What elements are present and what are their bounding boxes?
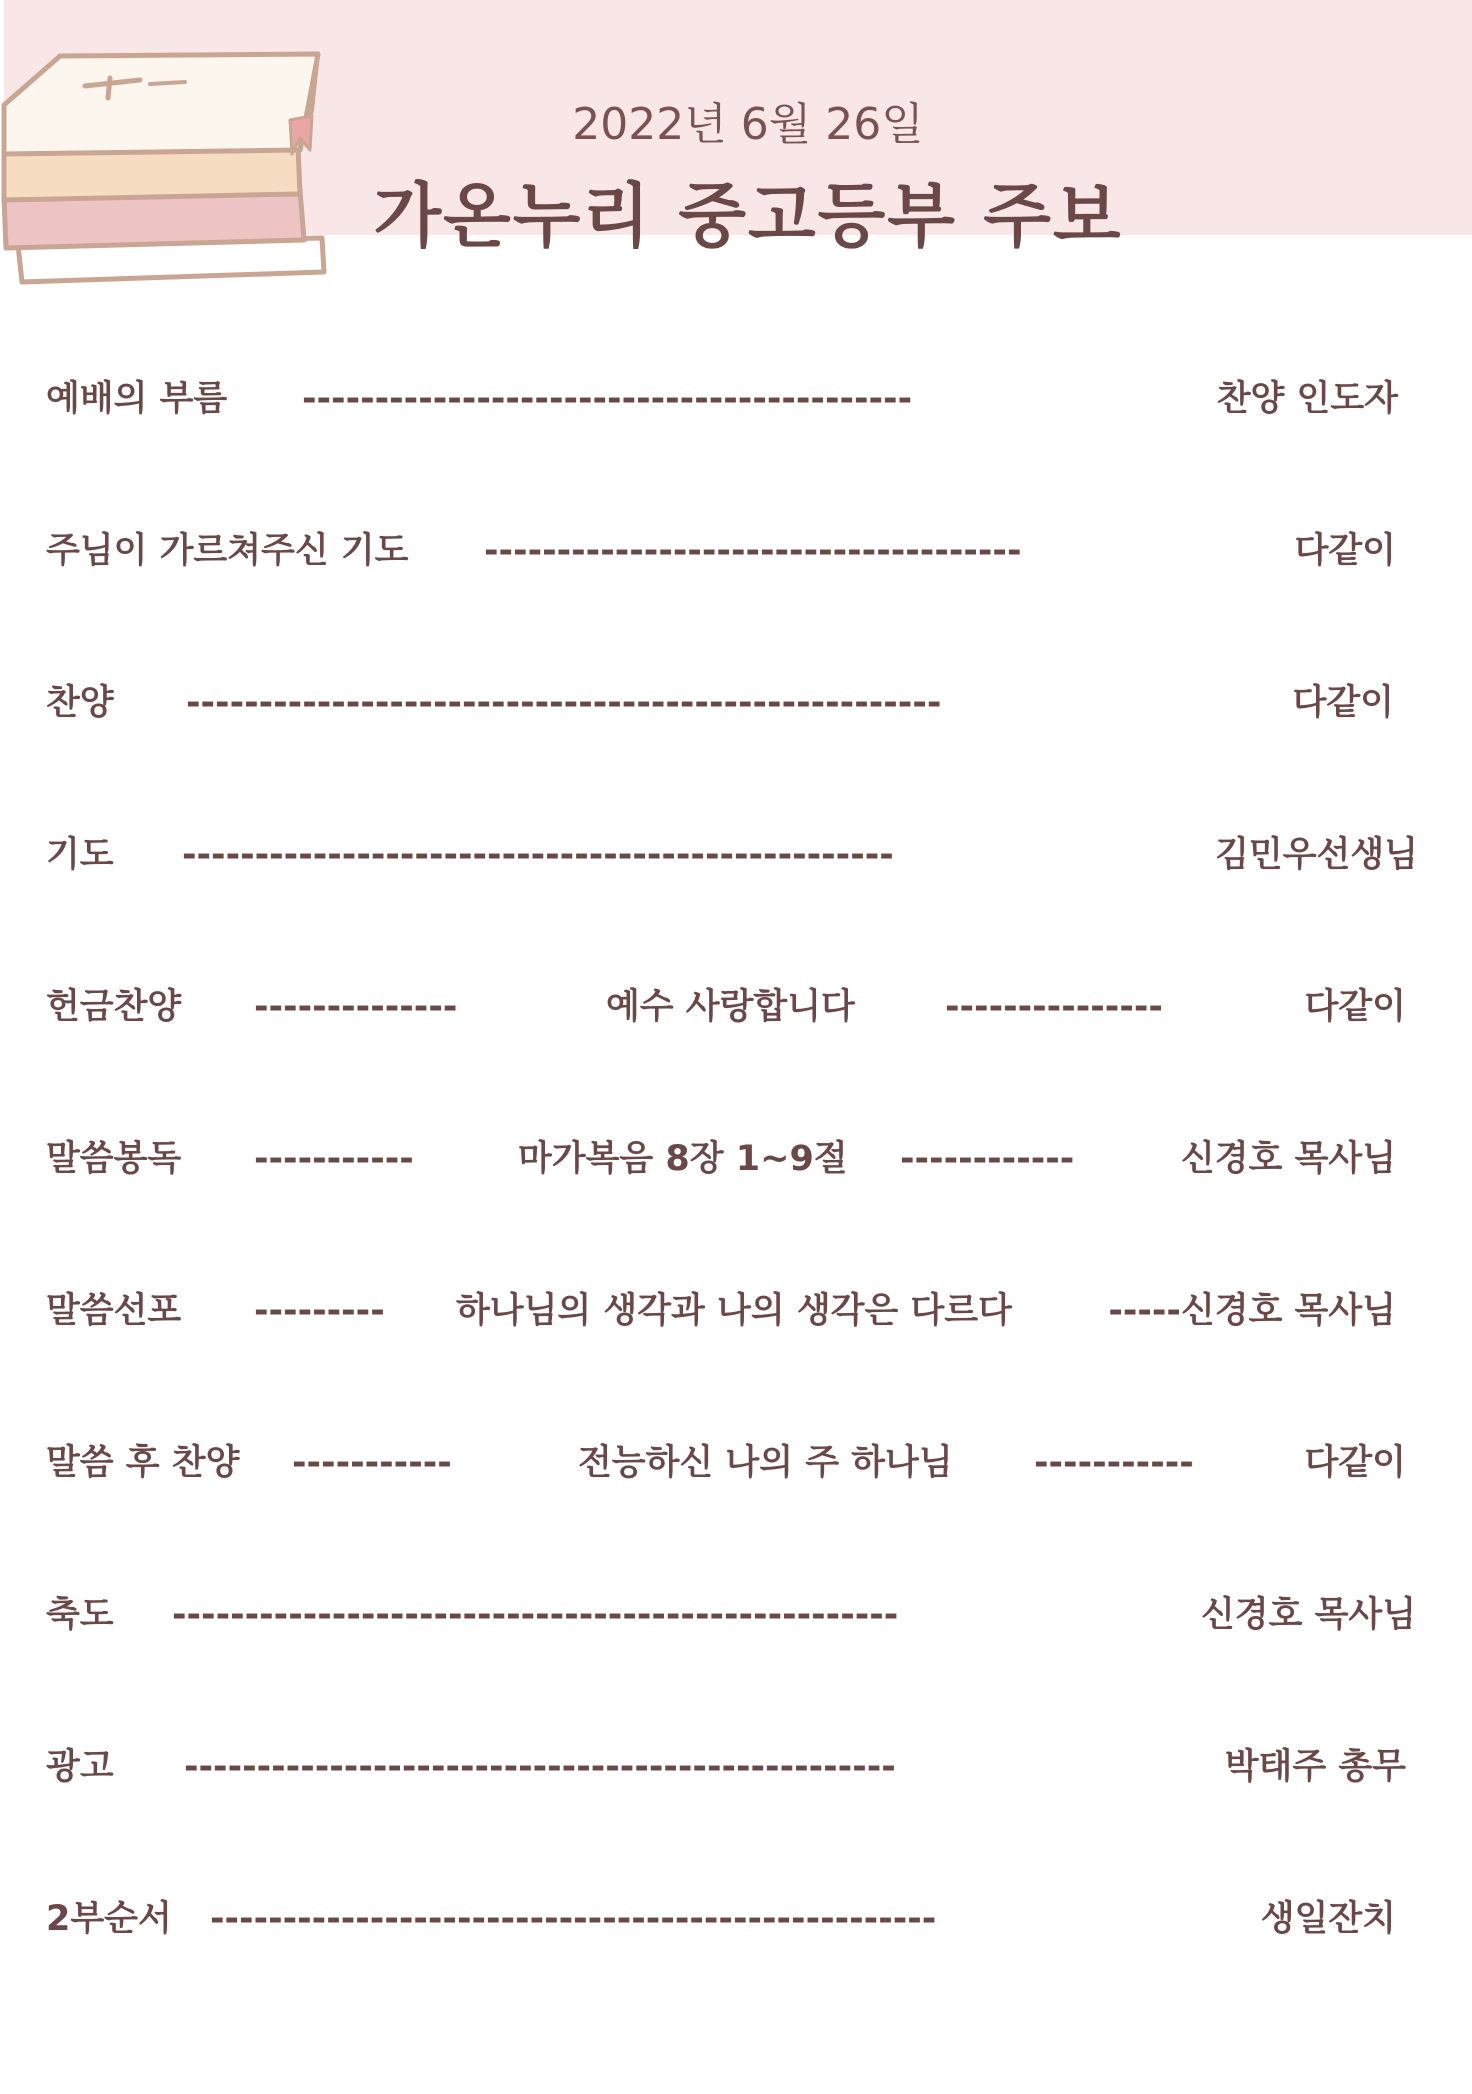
order-item-praise <box>0 673 1472 733</box>
bulletin-title: 가온누리 중고등부 주보 <box>373 175 1123 257</box>
item-label: 주님이 가르쳐주신 기도 <box>46 531 409 571</box>
dash-leader: -------------------------------------------------- <box>172 1595 899 1635</box>
order-item-sermon <box>0 1281 1472 1341</box>
item-leader: -----신경호 목사님 <box>1108 1291 1396 1331</box>
item-leader: 찬양 인도자 <box>1216 379 1398 419</box>
item-leader: 다같이 <box>1304 1443 1406 1483</box>
dash-leader: ------------ <box>900 1139 1075 1179</box>
item-leader: 다같이 <box>1304 987 1406 1027</box>
item-leader: 다같이 <box>1292 683 1394 723</box>
item-detail: 하나님의 생각과 나의 생각은 다르다 <box>456 1291 1012 1331</box>
order-item-lords-prayer <box>0 521 1472 581</box>
item-detail: 예수 사랑합니다 <box>606 987 855 1027</box>
item-detail: 마가복음 8장 1~9절 <box>518 1139 848 1179</box>
dash-leader: ------------------------------------------------- <box>182 835 894 875</box>
item-label: 헌금찬양 <box>46 987 182 1027</box>
order-item-offering-song <box>0 977 1472 1037</box>
item-leader: 신경호 목사님 <box>1200 1595 1416 1635</box>
dash-leader: -------------- <box>254 987 458 1027</box>
item-leader: 다같이 <box>1294 531 1396 571</box>
bulletin-date: 2022년 6월 26일 <box>572 99 924 150</box>
item-label: 2부순서 <box>46 1899 172 1939</box>
item-label: 말씀 후 찬양 <box>46 1443 240 1483</box>
order-item-benediction <box>0 1585 1472 1645</box>
dash-leader: ----------- <box>1034 1443 1194 1483</box>
dash-leader: ----------- <box>292 1443 452 1483</box>
dash-leader: ------------------------------------------ <box>302 379 913 419</box>
dash-leader: -------------------------------------------------- <box>210 1899 937 1939</box>
dash-leader: --------- <box>254 1291 385 1331</box>
order-item-second-part <box>0 1889 1472 1949</box>
order-item-announcements <box>0 1737 1472 1797</box>
dash-leader: ---------------------------------------------------- <box>186 683 942 723</box>
item-label: 축도 <box>46 1595 114 1635</box>
order-item-scripture-reading <box>0 1129 1472 1189</box>
item-label: 찬양 <box>46 683 114 723</box>
order-item-response-song <box>0 1433 1472 1493</box>
item-leader: 생일잔치 <box>1260 1899 1396 1939</box>
item-detail: 전능하신 나의 주 하나님 <box>578 1443 953 1483</box>
item-label: 말씀선포 <box>46 1291 182 1331</box>
item-label: 광고 <box>46 1747 114 1787</box>
dash-leader: --------------- <box>945 987 1163 1027</box>
item-leader: 신경호 목사님 <box>1180 1139 1396 1179</box>
dash-leader: ------------------------------------------------- <box>184 1747 896 1787</box>
item-label: 기도 <box>46 835 114 875</box>
item-label: 예배의 부름 <box>46 379 228 419</box>
item-label: 말씀봉독 <box>46 1139 182 1179</box>
dash-leader: ----------- <box>254 1139 414 1179</box>
item-leader: 김민우선생님 <box>1215 835 1418 875</box>
item-leader: 박태주 총무 <box>1224 1747 1406 1787</box>
order-item-call-to-worship <box>0 369 1472 429</box>
order-item-prayer <box>0 825 1472 885</box>
dash-leader: ------------------------------------- <box>484 531 1022 571</box>
